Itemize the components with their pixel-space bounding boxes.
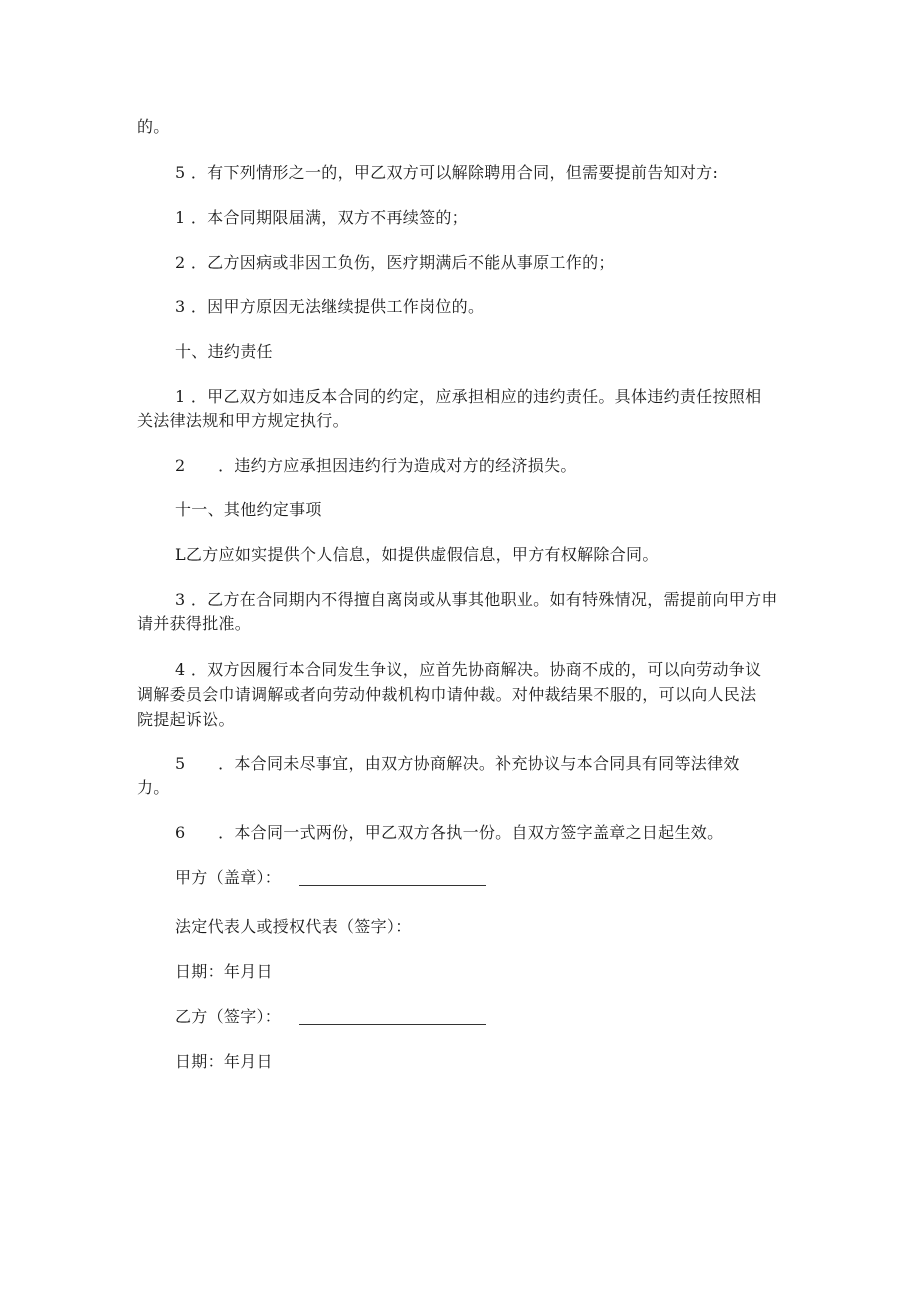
party-b-label: 乙方（签字）： xyxy=(175,1007,282,1026)
party-a-label: 甲方（盖章）： xyxy=(175,868,282,887)
clause-line: 4 ．双方因履行本合同发生争议，应首先协商解决。协商不成的，可以向劳动争议 xyxy=(175,660,762,679)
party-a-signature-line xyxy=(299,885,486,886)
legal-rep-label: 法定代表人或授权代表（签字）： xyxy=(175,917,412,936)
clause-line: 5 ．有下列情形之一的，甲乙双方可以解除聘用合同，但需要提前告知对方: xyxy=(175,163,719,182)
clause-line: 2 ．违约方应承担因违约行为造成对方的经济损失。 xyxy=(175,456,577,475)
section-heading: 十一、其他约定事项 xyxy=(175,500,322,519)
clause-line: 2 ．乙方因病或非因工负伤，医疗期满后不能从事原工作的； xyxy=(175,253,615,272)
clause-line: 1 ．本合同期限届满，双方不再续签的； xyxy=(175,208,468,227)
party-b-signature-line xyxy=(299,1024,486,1025)
clause-line: 关法律法规和甲方规定执行。 xyxy=(137,411,349,430)
text-line: 的。 xyxy=(137,117,170,136)
date-a-label: 日期：年月日 xyxy=(175,962,273,981)
clause-line: 3 ．乙方在合同期内不得擅自离岗或从事其他职业。如有特殊情况，需提前向甲方申 xyxy=(175,590,778,609)
clause-line: 请并获得批准。 xyxy=(137,614,252,633)
section-heading: 十、违约责任 xyxy=(175,342,273,361)
date-b-label: 日期：年月日 xyxy=(175,1052,273,1071)
clause-line: 3 ．因甲方原因无法继续提供工作岗位的。 xyxy=(175,297,485,316)
clause-line: 1 ．甲乙双方如违反本合同的约定，应承担相应的违约责任。具体违约责任按照相 xyxy=(175,387,762,406)
clause-line: 力。 xyxy=(137,778,170,797)
clause-line: 调解委员会巾请调解或者向劳动仲裁机构巾请仲裁。对仲裁结果不服的，可以向人民法 xyxy=(137,685,757,704)
clause-line: L乙方应如实提供个人信息，如提供虚假信息，甲方有权解除合同。 xyxy=(175,545,659,564)
clause-line: 院提起诉讼。 xyxy=(137,710,235,729)
clause-line: 6 ．本合同一式两份，甲乙双方各执一份。自双方签字盖章之日起生效。 xyxy=(175,823,724,842)
clause-line: 5 ．本合同未尽事宜，由双方协商解决。补充协议与本合同具有同等法律效 xyxy=(175,754,740,773)
